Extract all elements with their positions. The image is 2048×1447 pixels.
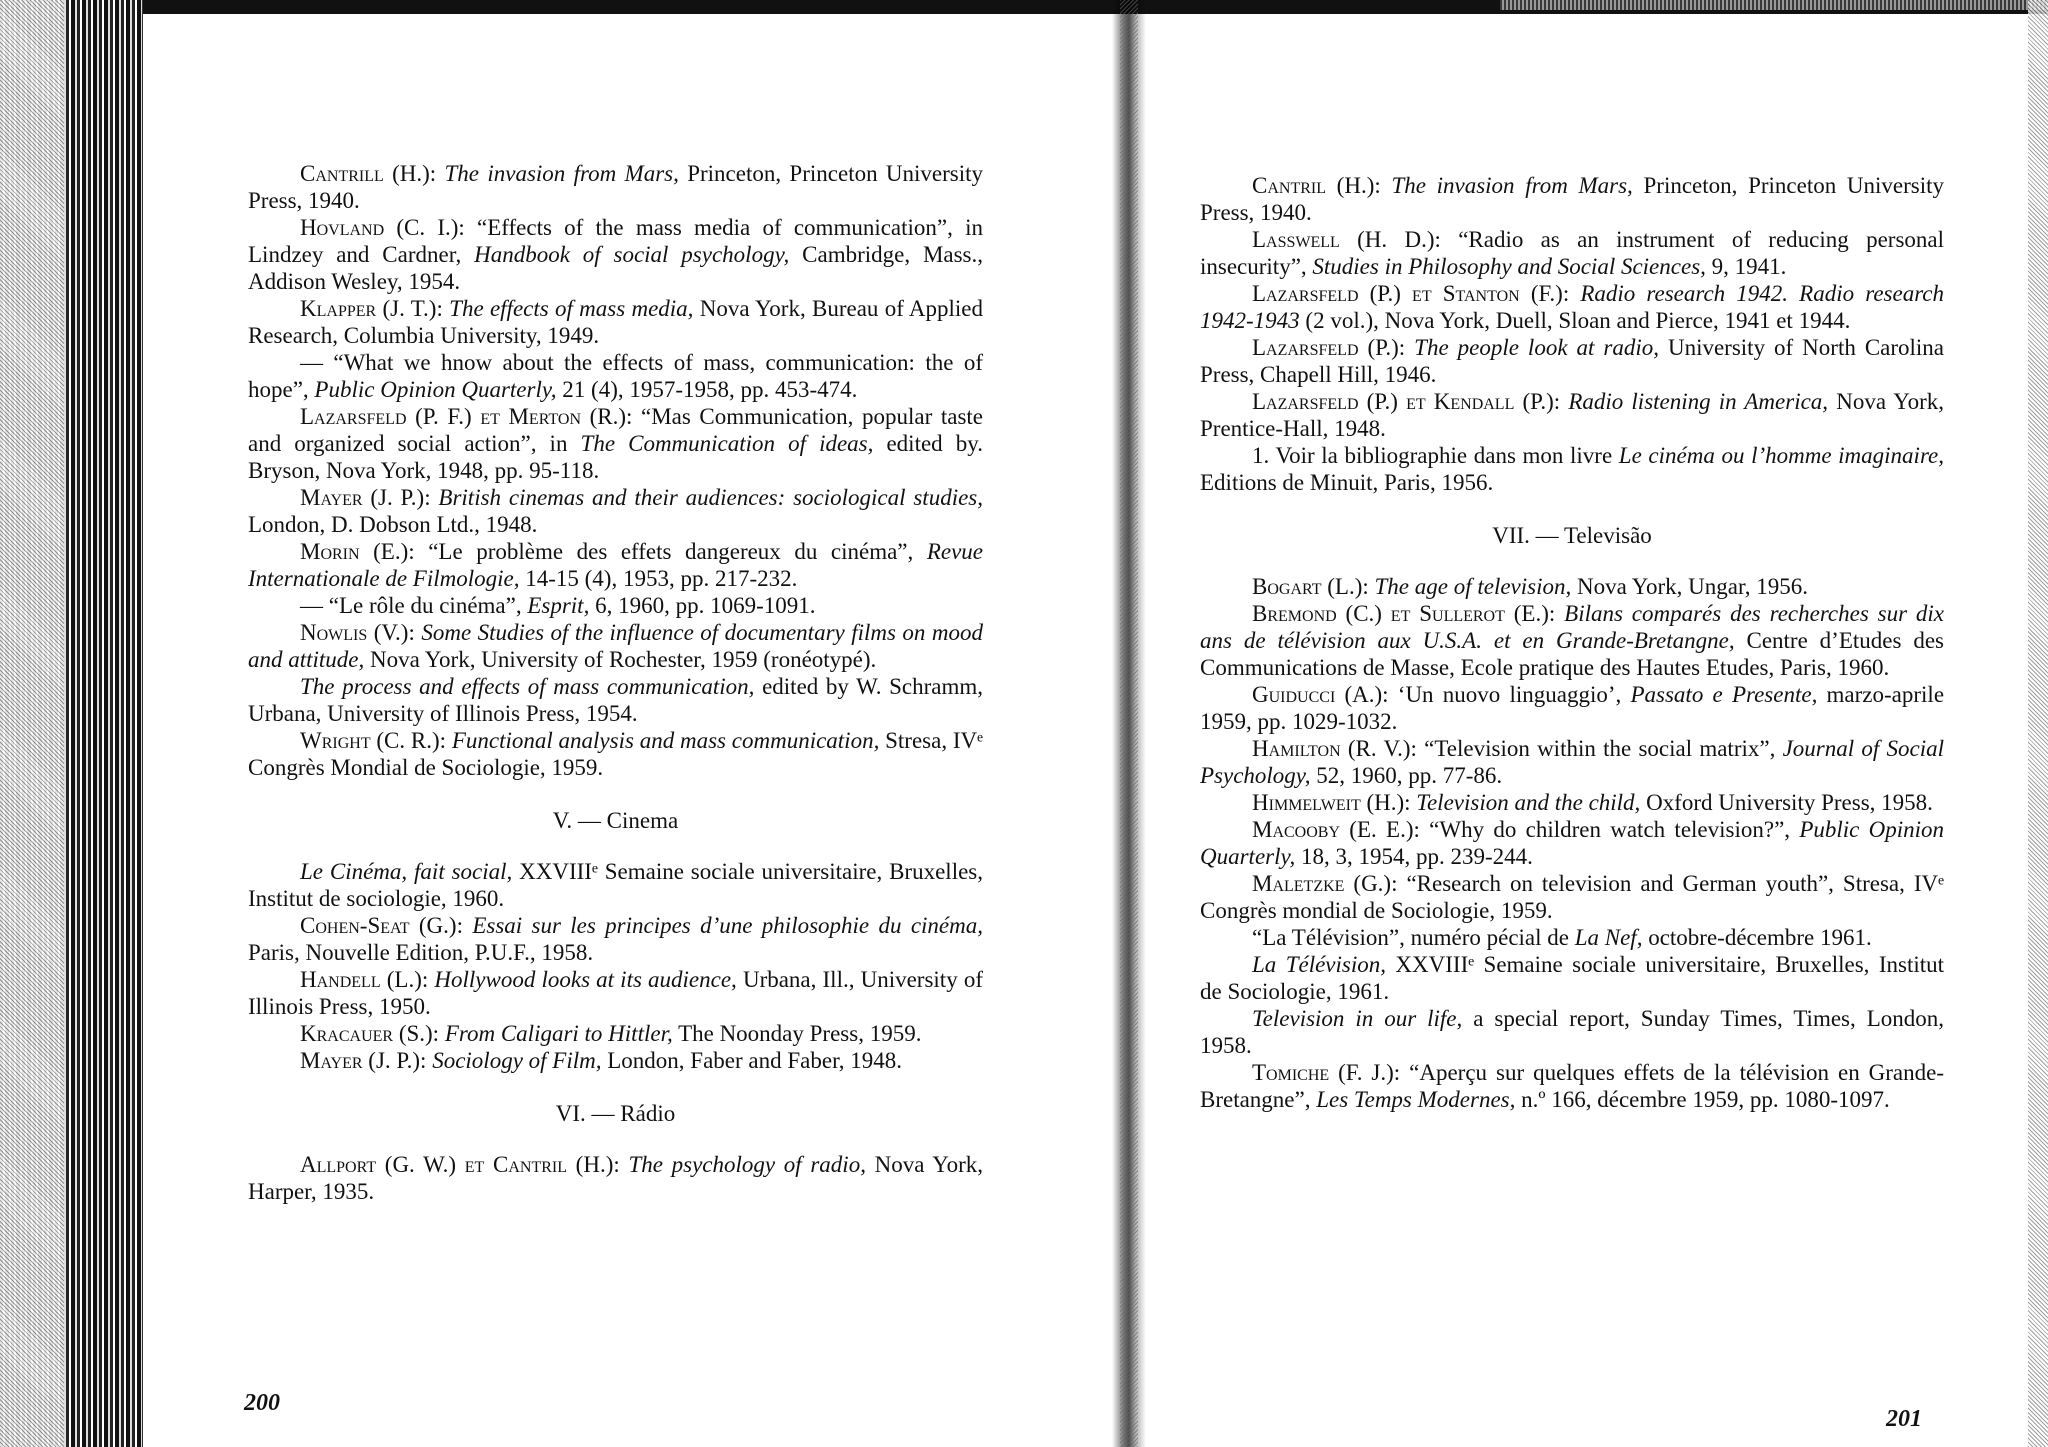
entry-title: Television in our life,: [1252, 1006, 1463, 1031]
entry-title: The invasion from Mars,: [444, 161, 679, 186]
scan-right-dither: [2028, 0, 2048, 1447]
entry-author: Kracauer (S.):: [300, 1021, 440, 1046]
entry-details: London, Faber and Faber, 1948.: [607, 1048, 903, 1073]
entry-details: Centre d’Etudes des Communications de Masse, Ecole pratique des Hautes Etudes, Paris, 1960.: [1200, 628, 1944, 680]
entry-text: “Why do children watch television?”,: [1429, 817, 1791, 842]
entry-title: Radio listening in America,: [1568, 389, 1829, 414]
entry-author: Morin (E.):: [300, 539, 415, 564]
left-page: [248, 160, 983, 1205]
bibliography-entry: [1200, 442, 1944, 496]
entry-author: Himmelweit (H.):: [1252, 790, 1411, 815]
entry-title: The invasion from Mars,: [1391, 173, 1633, 198]
entry-details: 52, 1960, pp. 77-86.: [1316, 763, 1503, 788]
left-bibliography-list-c: [248, 1151, 983, 1205]
bibliography-entry: [248, 592, 983, 619]
bibliography-entry: [1200, 172, 1944, 226]
section-heading-radio: VI. — Rádio: [555, 1101, 676, 1126]
bibliography-entry: [248, 1047, 983, 1074]
bibliography-entry: [248, 349, 983, 403]
entry-title: Sociology of Film,: [432, 1048, 602, 1073]
entry-author: Lasswell (H. D.):: [1252, 227, 1441, 252]
entry-text: “Radio as an instrument of reducing personal insecurity”,: [1200, 227, 1944, 279]
entry-author: Hovland (C. I.):: [300, 215, 465, 240]
entry-title: The process and effects of mass communication,: [300, 674, 755, 699]
bibliography-entry: [1200, 870, 1944, 924]
right-bibliography-list-b: [1200, 573, 1944, 1113]
entry-details: London, D. Dobson Ltd., 1948.: [248, 512, 538, 537]
entry-author: Bogart (L.):: [1252, 574, 1369, 599]
bibliography-entry: [1200, 816, 1944, 870]
entry-details: 18, 3, 1954, pp. 239-244.: [1300, 844, 1533, 869]
bibliography-entry: [1200, 789, 1944, 816]
entry-title: Revue Internationale de Filmologie,: [248, 539, 984, 591]
entry-author: Lazarsfeld (P.) et Stanton (F.):: [1252, 281, 1570, 306]
entry-text: “Research on television and German youth”,: [1406, 871, 1834, 896]
bibliography-entry: [248, 160, 983, 214]
entry-title: Studies in Philosophy and Social Sciences,: [1312, 254, 1706, 279]
entry-author: Mayer (J. P.):: [300, 1048, 427, 1073]
entry-title: La Télévision,: [1252, 952, 1386, 977]
entry-details: Nova York, University of Rochester, 1959 (ronéotypé).: [370, 647, 877, 672]
entry-details: Stresa, IVᵉ Congrès mondial de Sociologie, 1959.: [1200, 871, 1945, 923]
entry-details: XXVIIIᵉ Semaine sociale universitaire, Bruxelles, Institut de sociologie, 1960.: [248, 859, 983, 911]
entry-title: Hollywood looks at its audience,: [434, 967, 737, 992]
entry-details: Princeton, Princeton University Press, 1940.: [1200, 173, 1944, 225]
bibliography-entry: [248, 1020, 983, 1047]
entry-details: Urbana, Ill., University of Illinois Press, 1950.: [248, 967, 983, 1019]
entry-details: Nova York, Ungar, 1956.: [1577, 574, 1808, 599]
entry-author: Lazarsfeld (P.) et Kendall (P.):: [1252, 389, 1561, 414]
right-page: [1200, 172, 1944, 1113]
entry-title: British cinemas and their audiences: sociological studies,: [438, 485, 983, 510]
entry-details: Princeton, Princeton University Press, 1940.: [248, 161, 984, 213]
page-edge-line: [142, 0, 143, 1447]
entry-author: Klapper (J. T.):: [300, 296, 443, 321]
entry-details: The Noonday Press, 1959.: [678, 1021, 922, 1046]
section-heading-cinema: V. — Cinema: [552, 808, 679, 833]
entry-author: Allport (G. W.) et Cantril (H.):: [300, 1152, 620, 1177]
bibliography-entry: [1200, 951, 1944, 1005]
entry-details: edited by W. Schramm, Urbana, University of Illinois Press, 1954.: [248, 674, 984, 726]
entry-title: Public Opinion Quarterly,: [1200, 817, 1945, 869]
entry-text: “Aperçu sur quelques effets de la télévision en Grande-Bretangne”,: [1200, 1060, 1945, 1112]
bibliography-entry: [248, 673, 983, 727]
bibliography-entry: [1200, 226, 1944, 280]
bibliography-entry: [248, 1151, 983, 1205]
entry-title: Esprit,: [527, 593, 590, 618]
bibliography-entry: [1200, 924, 1944, 951]
bibliography-entry: [1200, 600, 1944, 681]
entry-details: 21 (4), 1957-1958, pp. 453-474.: [562, 377, 858, 402]
entry-title: Journal of Social Psychology,: [1200, 736, 1945, 788]
entry-text: “Le problème des effets dangereux du cinéma”,: [428, 539, 914, 564]
left-bibliography-list-b: [248, 858, 983, 1074]
entry-author: Tomiche (F. J.):: [1252, 1060, 1401, 1085]
entry-text: “Television within the social matrix”,: [1424, 736, 1776, 761]
entry-details: (2 vol.), Nova York, Duell, Sloan and Pierce, 1941 et 1944.: [1305, 308, 1851, 333]
bibliography-entry: [248, 403, 983, 484]
entry-title: Le cinéma ou l’homme imaginaire,: [1618, 443, 1944, 468]
entry-details: octobre-décembre 1961.: [1648, 925, 1872, 950]
bibliography-entry: [1200, 334, 1944, 388]
entry-author: Nowlis (V.):: [300, 620, 415, 645]
entry-author: Hamilton (R. V.):: [1252, 736, 1417, 761]
entry-title: La Nef,: [1574, 925, 1643, 950]
bibliography-entry: [248, 538, 983, 592]
entry-author: Maletzke (G.):: [1252, 871, 1398, 896]
bibliography-entry: [1200, 1059, 1944, 1113]
entry-author: Cantrill (H.):: [300, 161, 437, 186]
entry-title: Le Cinéma, fait social,: [300, 859, 513, 884]
scan-left-dither: [0, 0, 64, 1447]
entry-details: XXVIIIᵉ Semaine sociale universitaire, Bruxelles, Institut de Sociologie, 1961.: [1200, 952, 1945, 1004]
entry-title: Functional analysis and mass communication,: [451, 728, 880, 753]
entry-title: Passato e Presente,: [1630, 682, 1818, 707]
entry-text: — “Le rôle du cinéma”,: [300, 593, 522, 618]
entry-text: “Mas Communication, popular taste and organized social action”, in: [248, 404, 984, 456]
entry-details: marzo-aprile 1959, pp. 1029-1032.: [1200, 682, 1945, 734]
entry-text: “Effects of the mass media of communication”, in Lindzey and Cardner,: [248, 215, 983, 267]
entry-details: 6, 1960, pp. 1069-1091.: [595, 593, 816, 618]
entry-title: The people look at radio,: [1414, 335, 1659, 360]
entry-title: The effects of mass media,: [449, 296, 694, 321]
entry-author: Cohen-Seat (G.):: [300, 913, 463, 938]
bibliography-entry: [248, 912, 983, 966]
gutter-dither: [1120, 0, 1138, 1447]
entry-text: ‘Un nuovo linguaggio’,: [1397, 682, 1622, 707]
entry-details: 9, 1941.: [1711, 254, 1787, 279]
entry-details: University of North Carolina Press, Chapell Hill, 1946.: [1200, 335, 1945, 387]
entry-title: From Caligari to Hittler,: [444, 1021, 673, 1046]
entry-author: Wright (C. R.):: [300, 728, 447, 753]
entry-details: Nova York, Harper, 1935.: [248, 1152, 984, 1204]
entry-title: Television and the child,: [1416, 790, 1641, 815]
entry-details: Editions de Minuit, Paris, 1956.: [1200, 470, 1494, 495]
bibliography-entry: [248, 858, 983, 912]
entry-title: The Communication of ideas,: [580, 431, 874, 456]
entry-details: n.º 166, décembre 1959, pp. 1080-1097.: [1521, 1087, 1890, 1112]
entry-title: Some Studies of the influence of documentary films on mood and attitude,: [248, 620, 984, 672]
entry-details: Cambridge, Mass., Addison Wesley, 1954.: [248, 242, 984, 294]
entry-text: — “What we hnow about the effects of mass, communication: the of hope”,: [248, 350, 983, 402]
entry-details: Paris, Nouvelle Edition, P.U.F., 1958.: [248, 940, 594, 965]
bibliography-entry: [1200, 573, 1944, 600]
entry-author: Handell (L.):: [300, 967, 429, 992]
entry-author: Lazarsfeld (P.):: [1252, 335, 1406, 360]
page-number-left: 200: [244, 1390, 280, 1416]
entry-author: Guiducci (A.):: [1252, 682, 1389, 707]
entry-title: The age of television,: [1374, 574, 1572, 599]
bibliography-entry: [248, 727, 983, 781]
bibliography-entry: [1200, 388, 1944, 442]
entry-details: 14-15 (4), 1953, pp. 217-232.: [525, 566, 798, 591]
entry-title: Essai sur les principes d’une philosophie du cinéma,: [472, 913, 983, 938]
entry-title: Les Temps Modernes,: [1316, 1087, 1516, 1112]
bibliography-entry: [1200, 280, 1944, 334]
bibliography-entry: [1200, 681, 1944, 735]
bibliography-entry: [1200, 735, 1944, 789]
entry-details: Stresa, IVᵉ Congrès Mondial de Sociologie, 1959.: [248, 728, 984, 780]
bibliography-entry: [248, 484, 983, 538]
entry-title: Public Opinion Quarterly,: [314, 377, 557, 402]
entry-details: Nova York, Bureau of Applied Research, Columbia University, 1949.: [248, 296, 983, 348]
section-heading-television: VII. — Televisão: [1492, 523, 1652, 548]
entry-title: Handbook of social psychology,: [474, 242, 790, 267]
entry-author: Cantril (H.):: [1252, 173, 1381, 198]
entry-author: Lazarsfeld (P. F.) et Merton (R.):: [300, 404, 633, 429]
right-bibliography-list-a: [1200, 172, 1944, 496]
entry-text: “La Télévision”, numéro pécial de: [1252, 925, 1569, 950]
entry-title: The psychology of radio,: [628, 1152, 866, 1177]
entry-text: 1. Voir la bibliographie dans mon livre: [1252, 443, 1613, 468]
scan-top-dither: [1500, 0, 2048, 10]
bibliography-entry: [248, 295, 983, 349]
entry-details: Nova York, Prentice-Hall, 1948.: [1200, 389, 1945, 441]
bibliography-entry: [1200, 1005, 1944, 1059]
bibliography-entry: [248, 619, 983, 673]
entry-author: Macooby (E. E.):: [1252, 817, 1420, 842]
entry-details: a special report, Sunday Times, Times, London, 1958.: [1200, 1006, 1944, 1058]
entry-details: edited by. Bryson, Nova York, 1948, pp. 95-118.: [248, 431, 983, 483]
entry-title: Bilans comparés des recherches sur dix ans de télévision aux U.S.A. et en Grande-Bretangne,: [1200, 601, 1945, 653]
page-number-right: 201: [1886, 1406, 1922, 1432]
entry-author: Mayer (J. P.):: [300, 485, 431, 510]
entry-details: Oxford University Press, 1958.: [1646, 790, 1933, 815]
bibliography-entry: [248, 966, 983, 1020]
entry-author: Bremond (C.) et Sullerot (E.):: [1252, 601, 1556, 626]
bibliography-entry: [248, 214, 983, 295]
entry-title: Radio research 1942. Radio research 1942-1943: [1200, 281, 1945, 333]
left-bibliography-list-a: [248, 160, 983, 781]
